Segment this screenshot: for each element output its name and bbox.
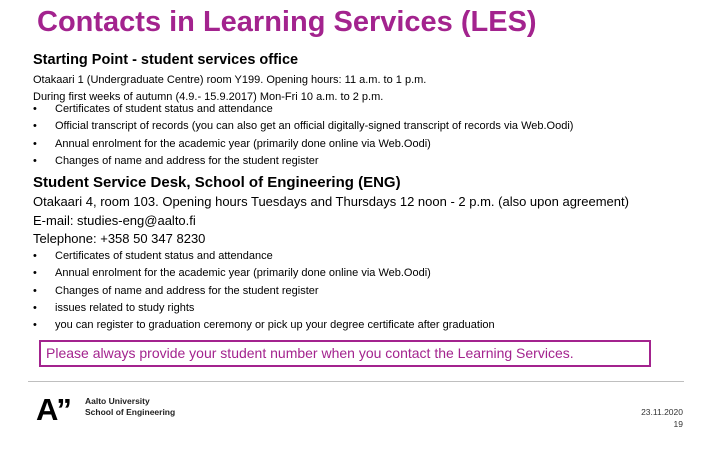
service-desk-heading: Student Service Desk, School of Engineering (ENG) [33,174,401,191]
bullet: • [33,267,37,280]
starting-point-services-list [33,101,573,170]
starting-point-autumn-hours: During first weeks of autumn (4.9.- 15.9.2017) Mon-Fri 10 a.m. to 2 p.m. [33,91,384,104]
footer-divider [28,381,684,382]
aalto-logo-icon: A” [36,392,70,427]
bullet: • [33,301,37,314]
service-desk-phone: Telephone: +358 50 347 8230 [33,231,206,246]
bullet: • [33,250,37,262]
starting-point-address: Otakaari 1 (Undergraduate Centre) room Y199. Opening hours: 11 a.m. to 1 p.m. [33,74,427,86]
bullet: • [33,120,37,133]
list-item: • Official transcript of records (you can also get an official digitally-signed transcript of records via Web.Oodi) [33,118,573,135]
list-item: • Changes of name and address for the student register [33,153,573,170]
service-desk-services-list [33,248,495,334]
list-item: • Changes of name and address for the student register [33,283,495,300]
service-desk-info [33,193,629,249]
page-number: 19 [673,419,683,429]
logo-university-name: Aalto University [85,396,150,406]
student-number-notice: Please always provide your student number when you contact the Learning Services. [39,340,651,367]
list-item: • issues related to study rights [33,300,495,317]
service-desk-email: E-mail: studies-eng@aalto.fi [33,212,196,228]
logo-school-name: School of Engineering [85,406,176,417]
bullet: • [33,319,37,332]
list-item: • Annual enrolment for the academic year (primarily done online via Web.Oodi) [33,136,573,153]
list-item: • Annual enrolment for the academic year (primarily done online via Web.Oodi) [33,265,495,282]
bullet: • [33,284,37,297]
page-title: Contacts in Learning Services (LES) [37,6,537,38]
service-desk-address: Otakaari 4, room 103. Opening hours Tuesdays and Thursdays 12 noon - 2 p.m. (also upon agreement) [33,194,629,209]
starting-point-heading: Starting Point - student services office [33,52,299,68]
list-item: • Certificates of student status and attendance [33,248,495,265]
bullet: • [33,137,37,150]
list-item: • you can register to graduation ceremony or pick up your degree certificate after graduation [33,317,495,334]
footer-date: 23.11.2020 [641,407,683,417]
bullet: • [33,103,37,115]
list-item: • Certificates of student status and attendance [33,101,573,118]
aalto-logo-text [85,396,175,417]
bullet: • [33,154,37,167]
